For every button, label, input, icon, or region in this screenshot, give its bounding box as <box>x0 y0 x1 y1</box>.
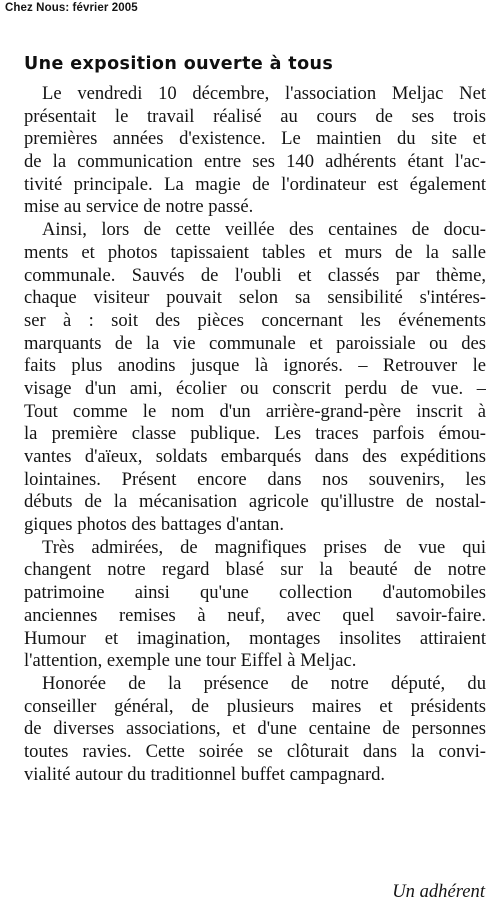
text-line: premières années d'existence. Le maintien du site et <box>24 128 486 150</box>
text-line: la première classe publique. Les traces parfois émou- <box>24 423 486 445</box>
text-line: visage d'un ami, écolier ou conscrit perdu de vue. – <box>24 377 486 399</box>
publication-header: Chez Nous: février 2005 <box>5 2 138 14</box>
text-line: changent notre regard blasé sur la beauté de notre <box>24 559 486 581</box>
text-line: anciennes remises à neuf, avec quel savoir-faire. <box>24 604 486 626</box>
article-title: Une exposition ouverte à tous <box>24 54 334 74</box>
text-line: tivité principale. La magie de l'ordinateur est également <box>24 173 486 195</box>
text-line: conseiller général, de plusieurs maires et présidents <box>24 695 486 717</box>
text-line: Ainsi, lors de cette veillée des centaines de docu- <box>42 219 486 241</box>
text-line: de la communication entre ses 140 adhérents étant l'ac- <box>24 151 486 173</box>
text-line: lointaines. Présent encore dans nos souvenirs, les <box>24 468 486 490</box>
text-line: vialité autour du traditionnel buffet campagnard. <box>24 763 386 785</box>
text-line: l'attention, exemple une tour Eiffel à Meljac. <box>24 650 357 672</box>
text-line: toutes ravies. Cette soirée se clôturait dans la convi- <box>24 740 486 762</box>
text-line: Honorée de la présence de notre député, du <box>42 672 486 694</box>
text-line: giques photos des battages d'antan. <box>24 514 284 536</box>
text-line: faits plus anodins jusque là ignorés. – Retrouver le <box>24 355 486 377</box>
text-line: débuts de la mécanisation agricole qu'illustre de nostal- <box>24 491 486 513</box>
text-line: de diverses associations, et d'une centaine de personnes <box>24 718 486 740</box>
text-line: patrimoine ainsi qu'une collection d'automobiles <box>24 582 486 604</box>
text-line: vantes d'aïeux, soldats embarqués dans des expéditions <box>24 446 486 467</box>
text-line: Humour et imagination, montages insolites attiraient <box>24 627 486 649</box>
text-line: Très admirées, de magnifiques prises de vue qui <box>42 536 486 558</box>
article-signature: Un adhérent <box>392 881 485 902</box>
text-line: ser à : soit des pièces concernant les événements <box>24 309 486 331</box>
text-line: Le vendredi 10 décembre, l'association Meljac Net <box>42 83 486 104</box>
text-line: chaque visiteur pouvait selon sa sensibilité s'intéres- <box>24 287 486 309</box>
text-line: communale. Sauvés de l'oubli et classés par thème, <box>24 264 486 286</box>
paragraph <box>24 537 486 673</box>
text-line: présentait le travail réalisé au cours de ses trois <box>24 105 486 127</box>
text-line: Tout comme le nom d'un arrière-grand-père inscrit à <box>24 400 486 422</box>
paragraph <box>24 219 486 537</box>
text-line: mise au service de notre passé. <box>24 196 254 218</box>
text-line: marquants de la vie communale et paroissiale ou des <box>24 332 486 354</box>
article-body <box>24 83 486 786</box>
paragraph <box>24 83 486 219</box>
text-line: ments et photos tapissaient tables et murs de la salle <box>24 241 486 263</box>
paragraph <box>24 673 486 786</box>
